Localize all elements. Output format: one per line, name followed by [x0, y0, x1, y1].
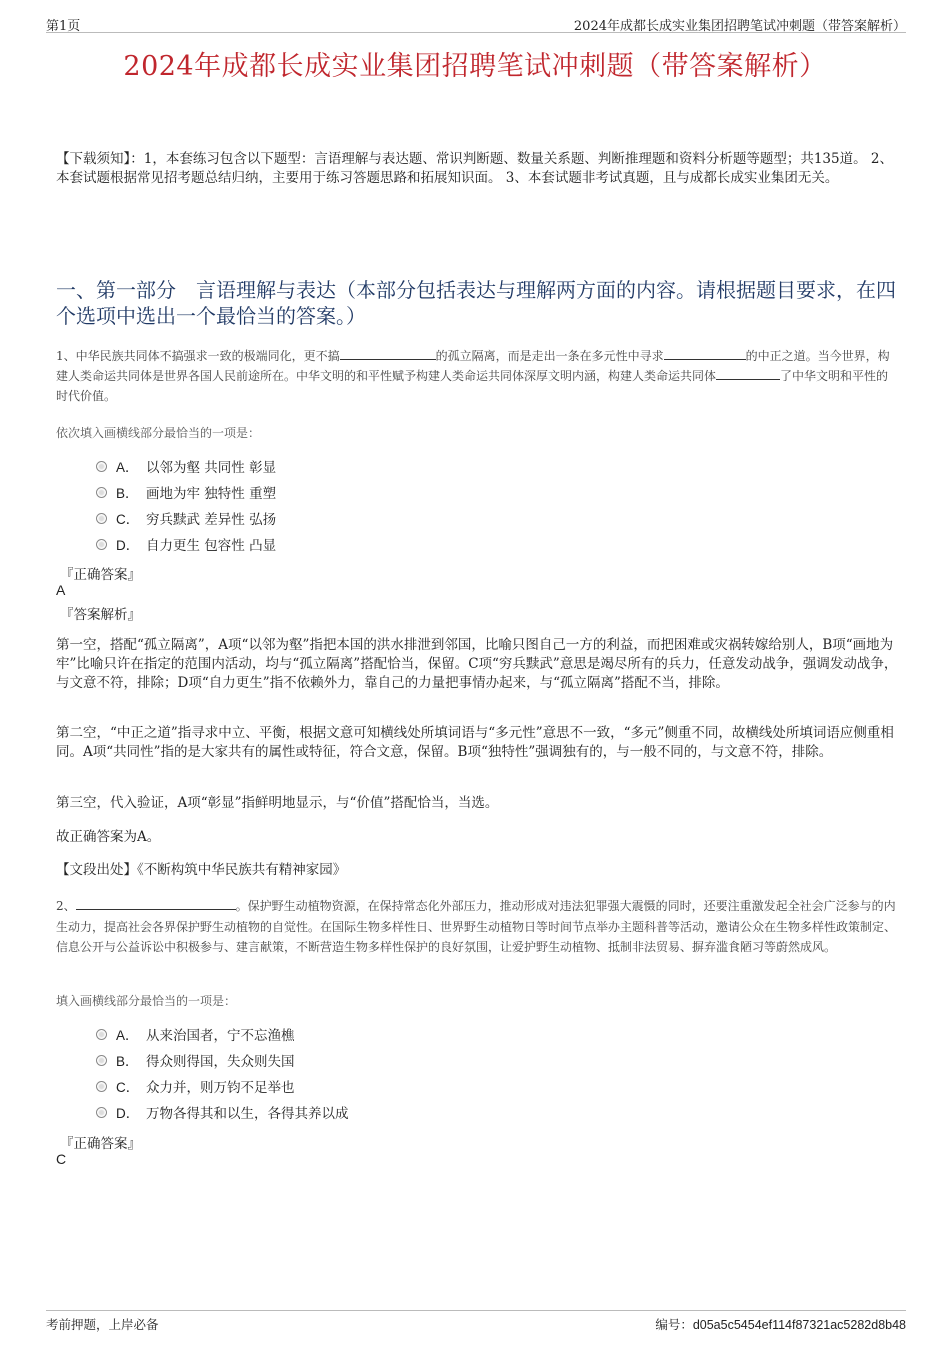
- radio-icon[interactable]: [96, 487, 107, 498]
- download-notice: 【下载须知】：1，本套练习包含以下题型：言语理解与表达题、常识判断题、数量关系题、判断推理题和资料分析题等题型；共135道。 2、本套试题根据常见招考题总结归纳，主要用于练习答题思路和拓展知识面。 3、本套试题非考试真题，且与成都长成实业集团无关。: [56, 151, 893, 186]
- option-a[interactable]: A． 从来治国者，宁不忘渔樵: [96, 1021, 349, 1047]
- blank-1: [76, 896, 236, 910]
- question-1-stem: 1、中华民族共同体不搞强求一致的极端同化，更不搞 的孤立隔离，而是走出一条在多元性中寻求 的中正之道。当今世界，构建人类命运共同体是世界各国人民前途所在。中华文明的和平性赋予构建人类命运共同体深厚文明内涵，构建人类命运共同体 了中华文明和平性的时代价值。: [56, 346, 898, 406]
- option-d[interactable]: D． 万物各得其和以生，各得其养以成: [96, 1099, 349, 1125]
- question-2-stem: 2、 。保护野生动植物资源，在保持常态化外部压力，推动形成对违法犯罪强大震慑的同时，还要注重激发起全社会广泛参与的内生动力，提高社会各界保护野生动植物的自觉性。在国际生物多样性日、世界野生动植物日等时间节点举办主题科普等活动，邀请公众在生物多样性政策制定、信息公开与公益诉讼中积极参与、建言献策，不断营造生物多样性保护的良好氛围，让爱护野生动植物、抵制非法贸易、摒弃滥食陋习等蔚然成风。: [56, 896, 898, 958]
- option-a[interactable]: A． 以邻为壑 共同性 彰显: [96, 453, 276, 479]
- question-1-instruction: 依次填入画横线部分最恰当的一项是：: [56, 426, 261, 440]
- question-2-options: [96, 1021, 349, 1125]
- radio-icon[interactable]: [96, 1081, 107, 1092]
- page-number: 第1页: [46, 19, 81, 34]
- header-doc-title: 2024年成都长成实业集团招聘笔试冲刺题（带答案解析）: [573, 19, 906, 34]
- radio-icon[interactable]: [96, 461, 107, 472]
- answer-label: 『正确答案』: [60, 1136, 141, 1152]
- radio-icon[interactable]: [96, 1055, 107, 1066]
- radio-icon[interactable]: [96, 539, 107, 550]
- blank-3: [716, 366, 780, 380]
- source-citation: 【文段出处】《不断构筑中华民族共有精神家园》: [56, 862, 347, 878]
- analysis-label: 『答案解析』: [60, 607, 141, 623]
- answer-value: C: [56, 1151, 67, 1167]
- blank-1: [340, 346, 436, 360]
- page-header: [46, 0, 906, 33]
- option-b[interactable]: B． 得众则得国，失众则失国: [96, 1047, 349, 1073]
- analysis-paragraph-3: 第三空，代入验证，A项“彰显”指鲜明地显示，与“价值”搭配恰当，当选。: [56, 795, 499, 811]
- radio-icon[interactable]: [96, 1107, 107, 1118]
- option-d[interactable]: D． 自力更生 包容性 凸显: [96, 531, 276, 557]
- analysis-paragraph-2: 第二空，“中正之道”指寻求中立、平衡，根据文意可知横线处所填词语与“多元性”意思不一致，“多元”侧重不同，故横线处所填词语应侧重相同。A项“共同性”指的是大家共有的属性或特征，符合文意，保留。B项“独特性”强调独有的，与一般不同的，与文意不符，排除。: [56, 725, 894, 760]
- option-c[interactable]: C． 穷兵黩武 差异性 弘扬: [96, 505, 276, 531]
- analysis-conclusion: 故正确答案为A。: [56, 829, 161, 845]
- page-title: 2024年成都长成实业集团招聘笔试冲刺题（带答案解析）: [123, 51, 827, 82]
- analysis-paragraph-1: 第一空，搭配“孤立隔离”，A项“以邻为壑”指把本国的洪水排泄到邻国，比喻只图自己一方的利益，而把困难或灾祸转嫁给别人，B项“画地为牢”比喻只许在指定的范围内活动，均与“孤立隔离”搭配恰当，保留。C项“穷兵黩武”意思是竭尽所有的兵力，任意发动战争，强调发动战争，与文意不符，排除；D项“自力更生”指不依赖外力，靠自己的力量把事情办起来，与“孤立隔离”搭配不当，排除。: [56, 637, 898, 691]
- footer-slogan: 考前押题，上岸必备: [46, 1317, 159, 1332]
- section-title: 一、第一部分 言语理解与表达（本部分包括表达与理解两方面的内容。请根据题目要求，在四个选项中选出一个最恰当的答案。）: [56, 278, 896, 328]
- question-1-options: [96, 453, 276, 557]
- option-b[interactable]: B． 画地为牢 独特性 重塑: [96, 479, 276, 505]
- page-footer: [46, 1310, 906, 1332]
- radio-icon[interactable]: [96, 1029, 107, 1040]
- blank-2: [664, 346, 746, 360]
- document-code: 编号：d05a5c5454ef114f87321ac5282d8b48: [655, 1317, 906, 1332]
- answer-value: A: [56, 582, 66, 598]
- option-c[interactable]: C． 众力并，则万钧不足举也: [96, 1073, 349, 1099]
- answer-label: 『正确答案』: [60, 567, 141, 583]
- radio-icon[interactable]: [96, 513, 107, 524]
- question-2-instruction: 填入画横线部分最恰当的一项是：: [56, 994, 237, 1008]
